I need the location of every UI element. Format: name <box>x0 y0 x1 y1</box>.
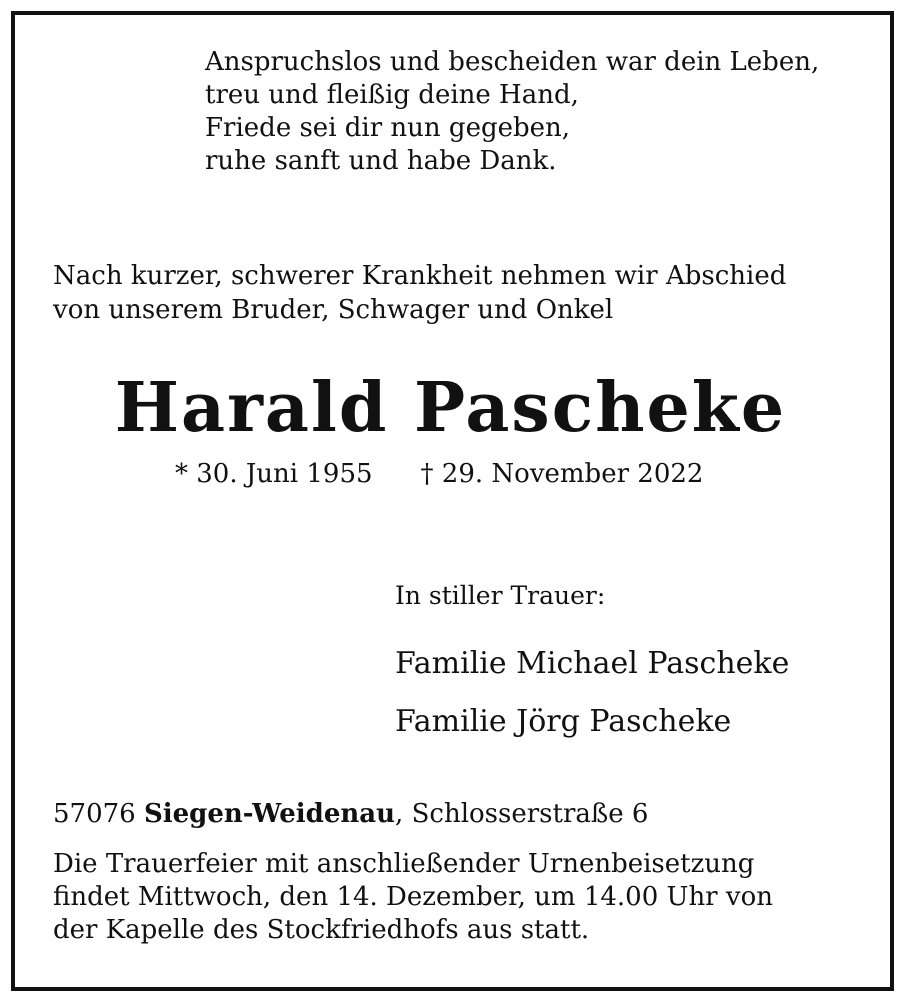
family-name: Familie Michael Pascheke <box>395 646 790 681</box>
postcode: 57076 <box>53 799 136 829</box>
family-name: Familie Jörg Pascheke <box>395 704 732 739</box>
funeral-details <box>53 848 773 947</box>
poem-line: Anspruchslos und bescheiden war dein Leben, <box>205 47 820 77</box>
street: Schlosserstraße 6 <box>411 799 649 829</box>
funeral-line: Die Trauerfeier mit anschließender Urnenbeisetzung <box>53 849 755 879</box>
birth-date: * 30. Juni 1955 <box>175 459 373 489</box>
city: Siegen-Weidenau <box>143 799 396 829</box>
mourner-address <box>53 797 648 831</box>
mourning-heading: In stiller Trauer: <box>395 581 606 610</box>
poem-line: Friede sei dir nun gegeben, <box>205 113 571 143</box>
funeral-line: findet Mittwoch, den 14. Dezember, um 14.00 Uhr von <box>53 882 773 912</box>
farewell-intro <box>53 259 786 327</box>
funeral-line: der Kapelle des Stockfriedhofs aus statt. <box>53 915 590 945</box>
death-date: † 29. November 2022 <box>420 459 704 489</box>
poem-line: treu und fleißig deine Hand, <box>205 80 579 110</box>
deceased-name: Harald Pascheke <box>114 368 787 448</box>
life-dates <box>175 457 703 491</box>
intro-line: von unserem Bruder, Schwager und Onkel <box>53 295 614 325</box>
intro-line: Nach kurzer, schwerer Krankheit nehmen wir Abschied <box>53 261 787 291</box>
memorial-poem <box>205 46 819 178</box>
address-separator: , <box>395 799 404 829</box>
poem-line: ruhe sanft und habe Dank. <box>205 146 557 176</box>
